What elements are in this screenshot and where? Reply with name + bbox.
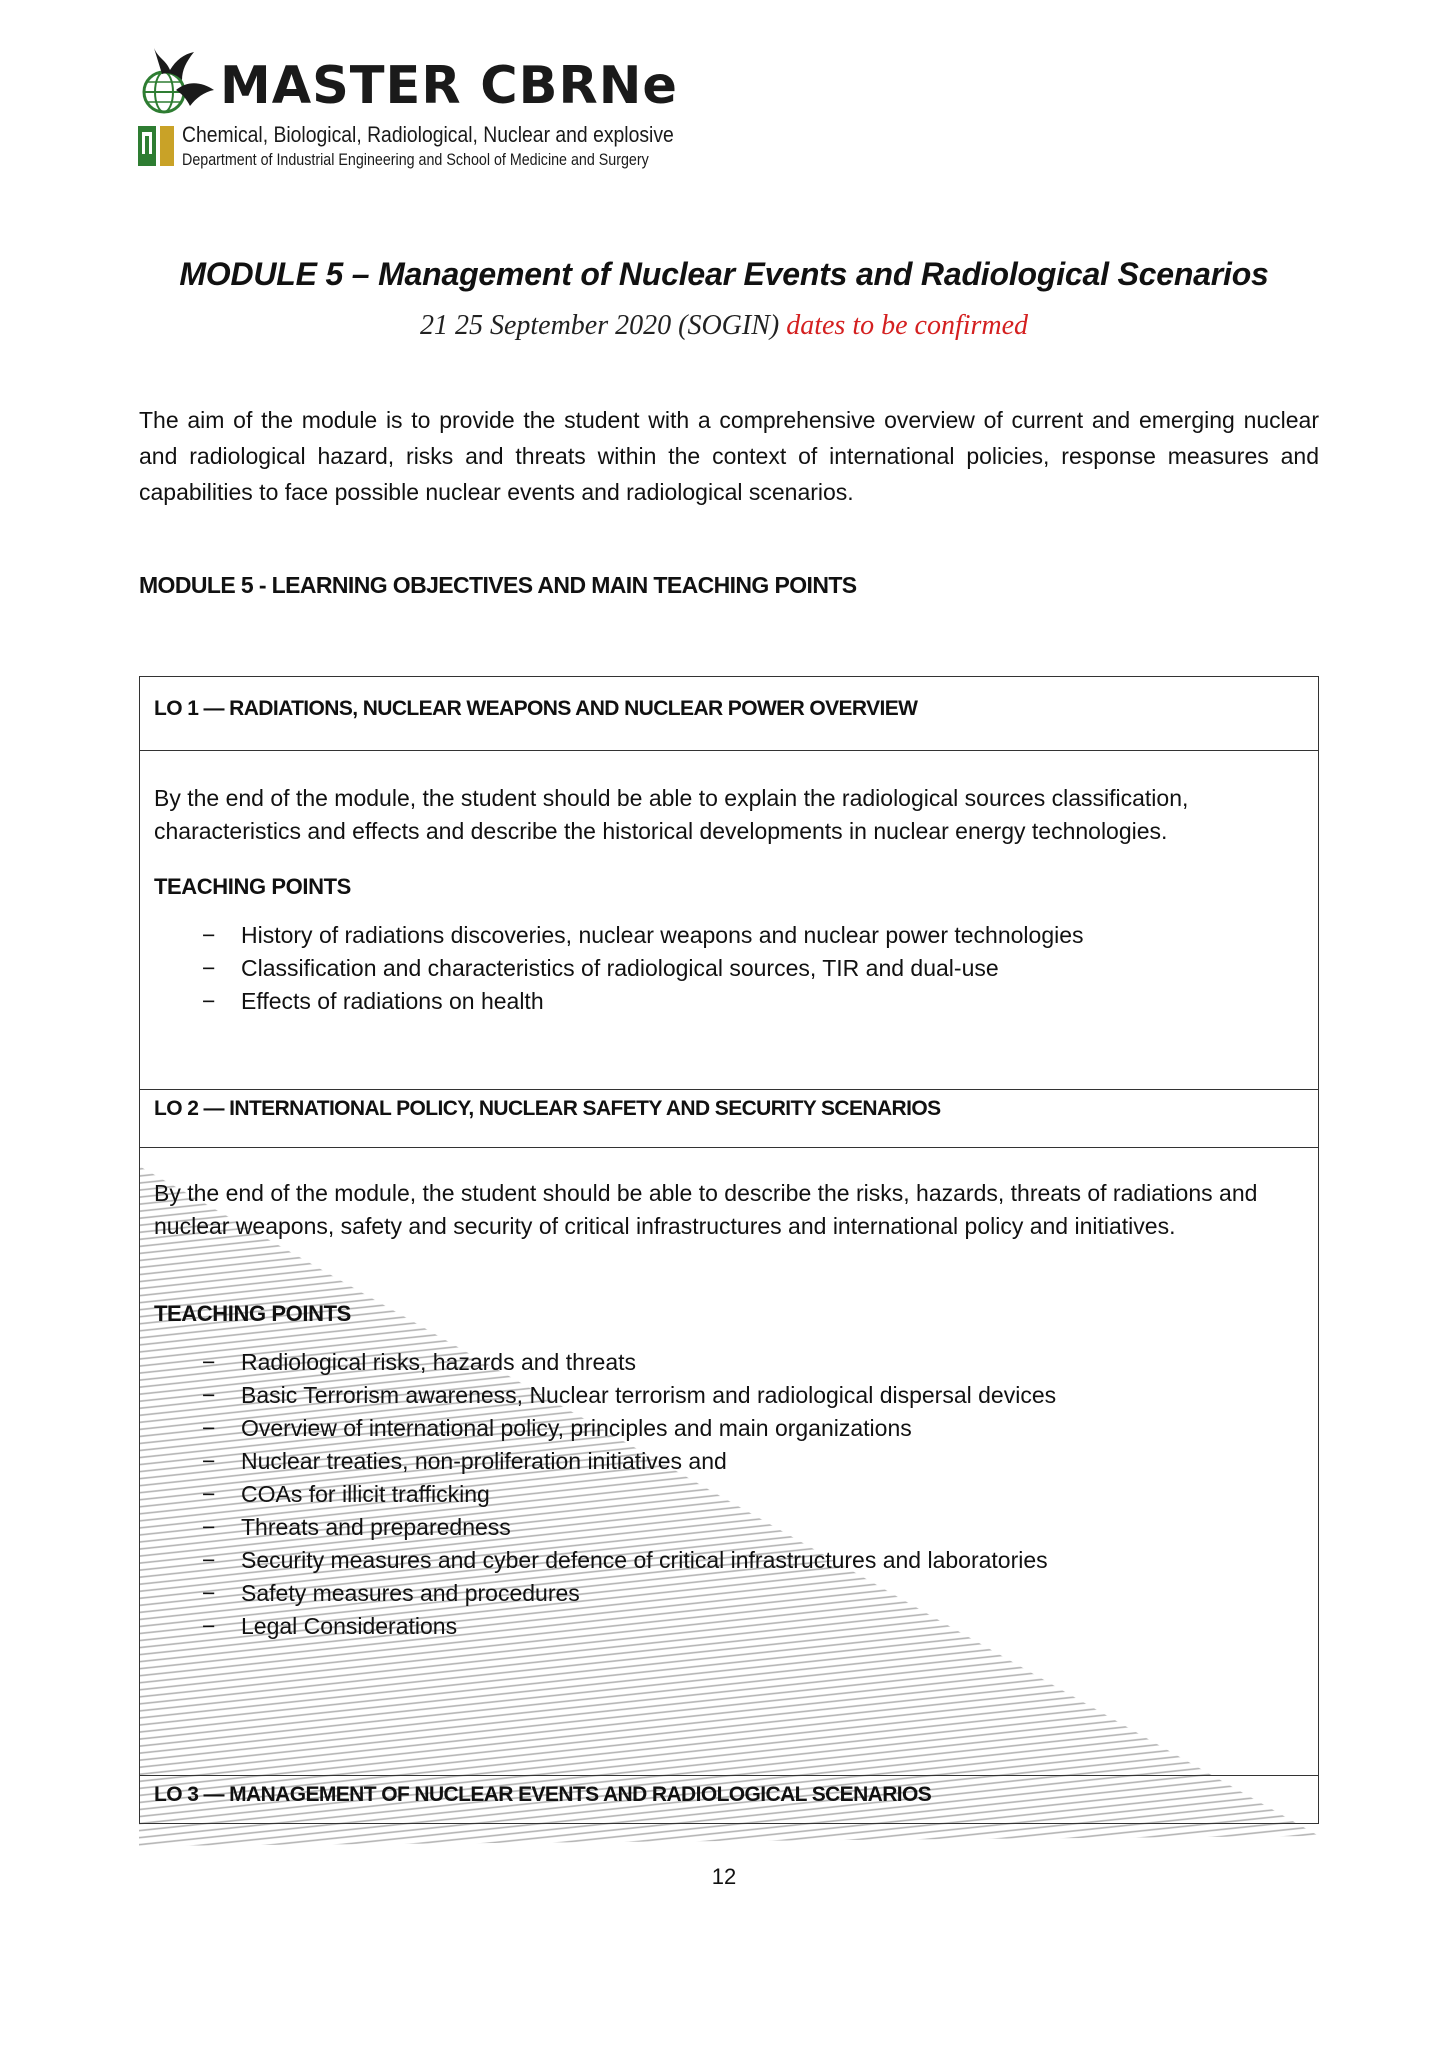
bullet-dash: − bbox=[202, 988, 216, 1014]
bullet-dash: − bbox=[202, 1613, 216, 1639]
list-item bbox=[140, 985, 1318, 1018]
list-item bbox=[140, 919, 1318, 952]
table-divider bbox=[140, 1147, 1318, 1148]
point-text: Radiological risks, hazards and threats bbox=[241, 1349, 637, 1375]
module-title: MODULE 5 – Management of Nuclear Events and Radiological Scenarios bbox=[179, 256, 1269, 292]
lo3-heading: LO 3 — MANAGEMENT OF NUCLEAR EVENTS AND RADIOLOGICAL SCENARIOS bbox=[154, 1783, 932, 1806]
bullet-dash: − bbox=[202, 1481, 216, 1507]
lo1-teaching-label: TEACHING POINTS bbox=[154, 874, 351, 899]
module-dates bbox=[0, 310, 1448, 342]
objectives-table bbox=[139, 676, 1319, 1824]
bullet-dash: − bbox=[202, 1415, 216, 1441]
bullet-dash: − bbox=[202, 1382, 216, 1408]
list-item bbox=[140, 1544, 1318, 1577]
bullet-dash: − bbox=[202, 1448, 216, 1474]
bullet-dash: − bbox=[202, 922, 216, 948]
point-text: COAs for illicit trafficking bbox=[241, 1481, 490, 1507]
table-divider bbox=[140, 750, 1318, 751]
list-item bbox=[140, 1610, 1318, 1643]
list-item bbox=[140, 1346, 1318, 1379]
lo2-description: By the end of the module, the student should be able to describe the risks, hazards, threats of radiations and nuclear weapons, safety and security of critical infrastructures and international policy and initiatives. bbox=[154, 1180, 1258, 1239]
point-text: Security measures and cyber defence of critical infrastructures and laboratories bbox=[241, 1547, 1048, 1573]
point-text: Safety measures and procedures bbox=[241, 1580, 580, 1606]
bullet-dash: − bbox=[202, 1514, 216, 1540]
point-text: History of radiations discoveries, nuclear weapons and nuclear power technologies bbox=[241, 922, 1084, 948]
lo1-heading: LO 1 — RADIATIONS, NUCLEAR WEAPONS AND NUCLEAR POWER OVERVIEW bbox=[154, 697, 918, 720]
brand-name: MASTER CBRNe bbox=[220, 56, 678, 116]
list-item bbox=[140, 1577, 1318, 1610]
lo2-points bbox=[140, 1346, 1318, 1643]
list-item bbox=[140, 1511, 1318, 1544]
point-text: Nuclear treaties, non-proliferation initiatives and bbox=[241, 1448, 727, 1474]
table-divider bbox=[140, 1089, 1318, 1090]
brand-department: Department of Industrial Engineering and School of Medicine and Surgery bbox=[182, 150, 649, 169]
list-item bbox=[140, 1445, 1318, 1478]
lo2-heading: LO 2 — INTERNATIONAL POLICY, NUCLEAR SAFETY AND SECURITY SCENARIOS bbox=[154, 1097, 941, 1120]
lo1-points bbox=[140, 919, 1318, 1018]
table-divider bbox=[140, 1775, 1318, 1776]
module-intro: The aim of the module is to provide the student with a comprehensive overview of current and emerging nuclear and radiological hazard, risks and threats within the context of international policies, response measures and capabilities to face possible nuclear events and radiological scenarios. bbox=[139, 407, 1319, 505]
header-logo bbox=[136, 40, 678, 172]
brand-subtitle: Chemical, Biological, Radiological, Nuclear and explosive bbox=[182, 122, 674, 147]
date-note: dates to be confirmed bbox=[786, 310, 1029, 341]
point-text: Classification and characteristics of radiological sources, TIR and dual-use bbox=[241, 955, 999, 981]
list-item bbox=[140, 1412, 1318, 1445]
bullet-dash: − bbox=[202, 1547, 216, 1573]
point-text: Overview of international policy, principles and main organizations bbox=[241, 1415, 912, 1441]
list-item bbox=[140, 1478, 1318, 1511]
point-text: Effects of radiations on health bbox=[241, 988, 544, 1014]
list-item bbox=[140, 952, 1318, 985]
list-item bbox=[140, 1379, 1318, 1412]
date-text: 21 25 September 2020 (SOGIN) bbox=[419, 310, 780, 341]
bullet-dash: − bbox=[202, 1580, 216, 1606]
bullet-dash: − bbox=[202, 955, 216, 981]
point-text: Legal Considerations bbox=[241, 1613, 458, 1639]
section-heading: MODULE 5 - LEARNING OBJECTIVES AND MAIN TEACHING POINTS bbox=[139, 572, 857, 598]
lo1-description: By the end of the module, the student should be able to explain the radiological sources classification, characteristics and effects and describe the historical developments in nuclear energy technologies. bbox=[154, 785, 1189, 844]
point-text: Basic Terrorism awareness, Nuclear terrorism and radiological dispersal devices bbox=[241, 1382, 1057, 1408]
page-number: 12 bbox=[711, 1864, 737, 1889]
point-text: Threats and preparedness bbox=[241, 1514, 511, 1540]
lo2-teaching-label: TEACHING POINTS bbox=[154, 1301, 351, 1326]
bullet-dash: − bbox=[202, 1349, 216, 1375]
